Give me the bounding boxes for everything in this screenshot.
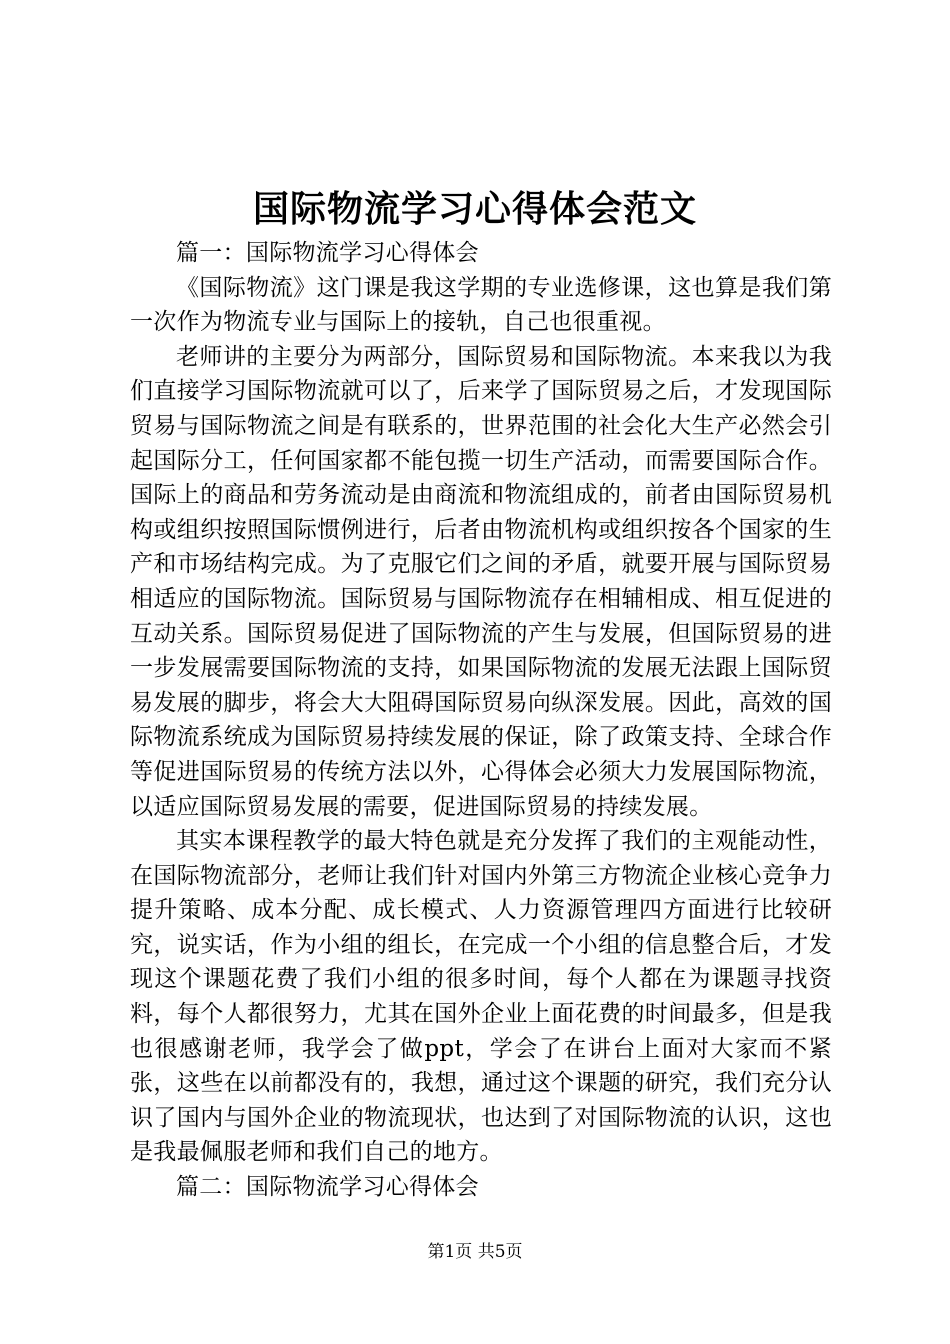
paragraph: 其实本课程教学的最大特色就是充分发挥了我们的主观能动性，在国际物流部分，老师让我们针对国内外第三方物流企业核心竞争力提升策略、成本分配、成长模式、人力资源管理四方面进行比较研究，说实话，作为小组的组长，在完成一个小组的信息整合后，才发现这个课题花费了我们小组的很多时间，每个人都在为课题寻找资料，每个人都很努力，尤其在国外企业上面花费的时间最多，但是我也很感谢老师，我学会了做ppt，学会了在讲台上面对大家而不紧张，这些在以前都没有的，我想，通过这个课题的研究，我们充分认识了国内与国外企业的物流现状，也达到了对国际物流的认识，这也是我最佩服老师和我们自己的地方。 xyxy=(130,828,832,1166)
section-heading-2: 篇二：国际物流学习心得体会 xyxy=(176,1174,479,1201)
document-title: 国际物流学习心得体会范文 xyxy=(252,188,697,230)
section-heading-1: 篇一：国际物流学习心得体会 xyxy=(176,240,479,266)
document-body xyxy=(130,236,832,1205)
paragraph: 《国际物流》这门课是我这学期的专业选修课，这也算是我们第一次作为物流专业与国际上的接轨，自己也很重视。 xyxy=(130,274,832,336)
page-number-footer: 第1页 共5页 xyxy=(427,1242,523,1262)
paragraph: 老师讲的主要分为两部分，国际贸易和国际物流。本来我以为我们直接学习国际物流就可以了，后来学了国际贸易之后，才发现国际贸易与国际物流之间是有联系的，世界范围的社会化大生产必然会引起国际分工，任何国家都不能包揽一切生产活动，而需要国际合作。国际上的商品和劳务流动是由商流和物流组成的，前者由国际贸易机构或组织按照国际惯例进行，后者由物流机构或组织按各个国家的生产和市场结构完成。为了克服它们之间的矛盾，就要开展与国际贸易相适应的国际物流。国际贸易与国际物流存在相辅相成、相互促进的互动关系。国际贸易促进了国际物流的产生与发展，但国际贸易的进一步发展需要国际物流的支持，如果国际物流的发展无法跟上国际贸易发展的脚步，将会大大阻碍国际贸易向纵深发展。因此，高效的国际物流系统成为国际贸易持续发展的保证，除了政策支持、全球合作等促进国际贸易的传统方法以外，心得体会必须大力发展国际物流，以适应国际贸易发展的需要，促进国际贸易的持续发展。 xyxy=(130,343,832,820)
